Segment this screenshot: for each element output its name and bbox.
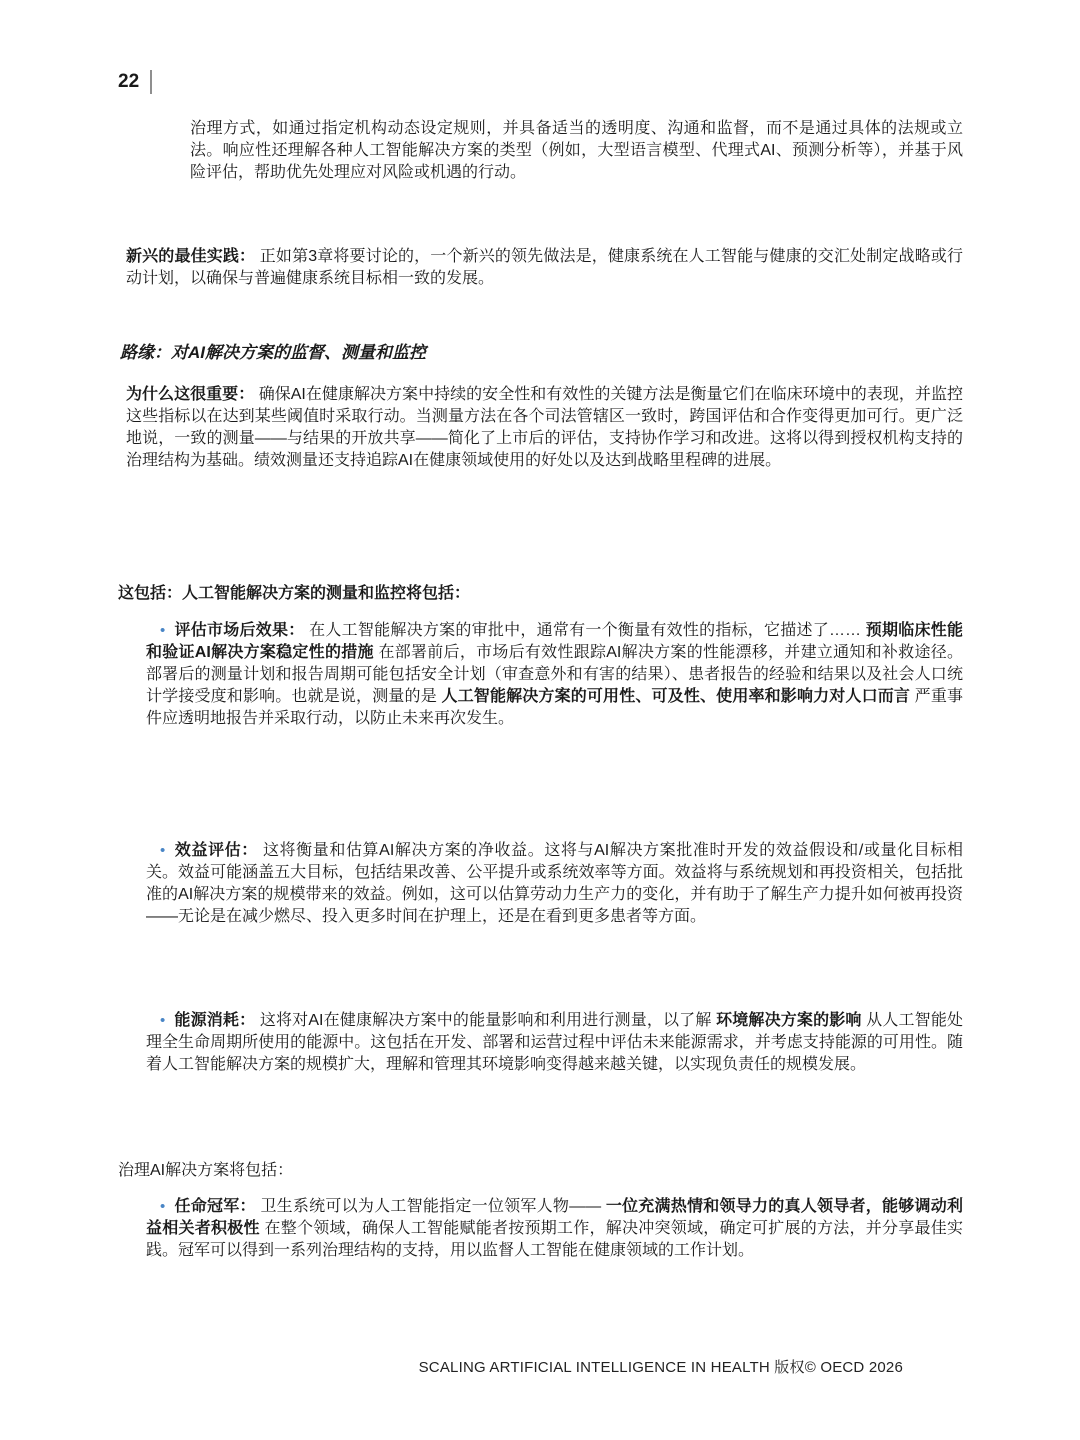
- paragraph-lead-label: 新兴的最佳实践：: [126, 248, 256, 265]
- includes-lead-line: 这包括：人工智能解决方案的测量和监控将包括：: [118, 585, 471, 602]
- governing-lead-line: 治理AI解决方案将包括：: [118, 1162, 294, 1179]
- paragraph-text: 正如第3章将要讨论的，一个新兴的领先做法是，健康系统在人工智能与健康的交汇处制定战略或行动计划，以确保与普遍健康系统目标相一致的发展。: [126, 248, 963, 287]
- bullet-lead-label: 评估市场后效果：: [174, 622, 305, 639]
- bullet-icon: •: [160, 1012, 166, 1029]
- bullet-icon: •: [160, 622, 166, 639]
- bullet-lead-label: 效益评估：: [174, 842, 258, 859]
- bullet-text: 这将衡量和估算AI解决方案的净收益。这将与AI解决方案批准时开发的效益假设和/或量化目标相关。效益可能涵盖五大目标，包括结果改善、公平提升或系统效率等方面。效益将与系统规划和再投资相关，包括批准的AI解决方案的规模带来的效益。例如，这可以估算劳动力生产力的变化，并有助于了解生产力提升如何被再投资——无论是在减少燃尽、投入更多时间在护理上，还是在看到更多患者等方面。: [146, 842, 963, 925]
- bullet-icon: •: [160, 1198, 166, 1215]
- section-heading-curb: 路缘：对AI解决方案的监督、测量和监控: [120, 343, 426, 362]
- bullet-text: 从人工智能处理全生命周期所使用的能源中。这包括在开发、部署和运营过程中评估未来能源需求，并考虑支持能源的可用性。随着人工智能解决方案的规模扩大，理解和管理其环境影响变得越来越关键，以实现负责任的规模发展。: [146, 1012, 963, 1073]
- bullet-text: 这将对AI在健康解决方案中的能量影响和利用进行测量，以了解: [255, 1012, 717, 1029]
- paragraph-lead-label: 为什么这很重要：: [126, 386, 255, 403]
- paragraph-why-matters: [126, 384, 963, 472]
- bullet-text: 在整个领域，确保人工智能赋能者按预期工作，解决冲突领域，确定可扩展的方法，并分享最佳实践。冠军可以得到一系列治理结构的支持，用以监督人工智能在健康领域的工作计划。: [146, 1220, 963, 1259]
- paragraph-text: 治理方式，如通过指定机构动态设定规则，并具备适当的透明度、沟通和监督，而不是通过具体的法规或立法。响应性还理解各种人工智能解决方案的类型（例如，大型语言模型、代理式AI、预测分析等），并基于风险评估，帮助优先处理应对风险或机遇的行动。: [190, 120, 963, 181]
- bullet-text-bold: 人工智能解决方案的可用性、可及性、使用率和影响力对人口而言: [441, 688, 911, 705]
- list-item-appoint-champion: [146, 1196, 963, 1262]
- paragraph-best-practice: [126, 246, 963, 290]
- page-number-divider: [150, 70, 152, 94]
- bullet-lead-label: 任命冠军：: [174, 1198, 256, 1215]
- bullet-text-bold: 预期临床性能和验证AI解决方案稳定性的措施: [146, 622, 963, 661]
- list-item-post-market: [146, 620, 963, 730]
- paragraph-governance-intro: [190, 118, 963, 184]
- bullet-text: 卫生系统可以为人工智能指定一位领军人物——: [255, 1198, 606, 1215]
- list-item-energy-use: [146, 1010, 963, 1076]
- bullet-lead-label: 能源消耗：: [174, 1012, 256, 1029]
- bullet-text: 严重事件应透明地报告并采取行动，以防止未来再次发生。: [146, 688, 963, 727]
- bullet-text: 在部署前后，市场后有效性跟踪AI解决方案的性能漂移，并建立通知和补救途径。部署后的测量计划和报告周期可能包括安全计划（审查意外和有害的结果）、患者报告的经验和结果以及社会人口统计学接受度和影响。也就是说，测量的是: [146, 644, 963, 705]
- bullet-icon: •: [160, 842, 166, 859]
- paragraph-text: 确保AI在健康解决方案中持续的安全性和有效性的关键方法是衡量它们在临床环境中的表现，并监控这些指标以在达到某些阈值时采取行动。当测量方法在各个司法管辖区一致时，跨国评估和合作变得更加可行。更广泛地说，一致的测量——与结果的开放共享——简化了上市后的评估，支持协作学习和改进。这将以得到授权机构支持的治理结构为基础。绩效测量还支持追踪AI在健康领域使用的好处以及达到战略里程碑的进展。: [126, 386, 963, 469]
- bullet-text-bold: 一位充满热情和领导力的真人领导者，能够调动利益相关者积极性: [146, 1198, 963, 1237]
- bullet-text: 在人工智能解决方案的审批中，通常有一个衡量有效性的指标，它描述了……: [304, 622, 866, 639]
- list-item-benefit-eval: [146, 840, 963, 928]
- page-header: [118, 70, 152, 94]
- page-number: 22: [118, 71, 140, 92]
- page-footer: SCALING ARTIFICIAL INTELLIGENCE IN HEALTH 版权© OECD 2026: [418, 1359, 903, 1376]
- bullet-text-bold: 环境解决方案的影响: [716, 1012, 862, 1029]
